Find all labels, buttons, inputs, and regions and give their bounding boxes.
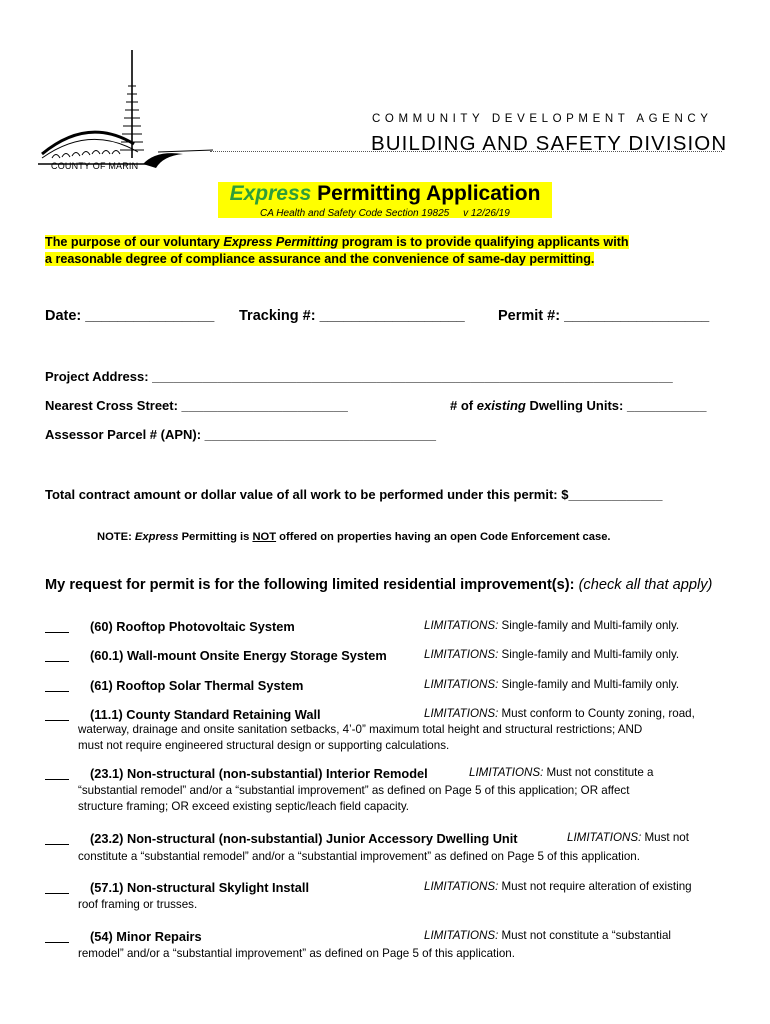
item-limitations: LIMITATIONS: Must not constitute a “substantial <box>424 929 672 942</box>
item-limitations: LIMITATIONS: Must conform to County zoning, road, <box>424 707 695 720</box>
item-limitations: LIMITATIONS: Single-family and Multi-family only. <box>424 648 680 661</box>
dwelling-prefix: # of <box>450 398 477 413</box>
civic-center-logo-icon <box>38 46 213 176</box>
item-limitations: LIMITATIONS: Single-family and Multi-family only. <box>424 619 680 632</box>
note <box>97 531 611 543</box>
date-field[interactable]: Date: ________________ <box>45 308 215 324</box>
header-divider <box>210 151 722 152</box>
county-label: COUNTY OF MARIN <box>51 161 139 171</box>
item-limitations: LIMITATIONS: Must not require alteration of existing <box>424 880 692 893</box>
item-checkbox[interactable] <box>45 619 69 633</box>
note-mid: Permitting is <box>178 531 253 543</box>
dwelling-suffix: Dwelling Units: ___________ <box>525 398 707 413</box>
purpose-text-1: The purpose of our voluntary <box>45 235 224 249</box>
item-limitations-continued: roof framing or trusses. <box>78 898 198 911</box>
purpose-line-2: a reasonable degree of compliance assurance and the convenience of same-day permitting. <box>45 252 595 266</box>
request-heading <box>45 577 712 593</box>
item-checkbox[interactable] <box>45 929 69 943</box>
title-express: Express <box>229 182 312 205</box>
division-name: BUILDING AND SAFETY DIVISION <box>371 132 728 155</box>
request-hint: (check all that apply) <box>578 577 713 593</box>
purpose-express: Express Permitting <box>223 235 339 249</box>
item-checkbox[interactable] <box>45 648 69 662</box>
apn-field[interactable]: Assessor Parcel # (APN): ________________________________ <box>45 427 437 442</box>
purpose-text-2: program is to provide qualifying applicants with <box>338 235 629 249</box>
item-name: (54) Minor Repairs <box>90 929 202 944</box>
dwelling-units-field[interactable] <box>450 398 707 413</box>
purpose-statement <box>45 234 705 268</box>
note-suffix: offered on properties having an open Code Enforcement case. <box>276 531 611 543</box>
item-name: (11.1) County Standard Retaining Wall <box>90 707 321 722</box>
item-checkbox[interactable] <box>45 766 69 780</box>
item-limitations-continued: waterway, drainage and onsite sanitation setbacks, 4’-0” maximum total height and structural restrictions; AND must not require engineered structural design or supporting calculations. <box>78 723 643 752</box>
item-checkbox[interactable] <box>45 831 69 845</box>
item-limitations-continued: remodel” and/or a “substantial improvement” as defined on Page 5 of this application. <box>78 947 515 960</box>
item-name: (61) Rooftop Solar Thermal System <box>90 678 304 693</box>
item-limitations: LIMITATIONS: Single-family and Multi-family only. <box>424 678 680 691</box>
request-heading-text: My request for permit is for the following limited residential improvement(s): <box>45 577 579 593</box>
item-name: (57.1) Non-structural Skylight Install <box>90 880 310 895</box>
item-name: (60) Rooftop Photovoltaic System <box>90 619 295 634</box>
contract-amount-field[interactable]: Total contract amount or dollar value of all work to be performed under this permit: $_____________ <box>45 487 663 502</box>
item-checkbox[interactable] <box>45 707 69 721</box>
note-prefix: NOTE: <box>97 531 135 543</box>
item-checkbox[interactable] <box>45 880 69 894</box>
item-name: (60.1) Wall-mount Onsite Energy Storage System <box>90 648 387 663</box>
item-name: (23.1) Non-structural (non-substantial) Interior Remodel <box>90 766 428 781</box>
cross-street-field[interactable]: Nearest Cross Street: _______________________ <box>45 398 348 413</box>
county-of-marin-logo <box>38 46 213 181</box>
title-rest: Permitting Application <box>311 182 541 205</box>
note-express: Express <box>134 531 179 543</box>
item-limitations-continued: constitute a “substantial remodel” and/or a “substantial improvement” as defined on Page 5 of this application. <box>78 850 640 863</box>
item-name: (23.2) Non-structural (non-substantial) Junior Accessory Dwelling Unit <box>90 831 518 846</box>
dwelling-existing: existing <box>476 398 526 413</box>
item-checkbox[interactable] <box>45 678 69 692</box>
item-limitations: LIMITATIONS: Must not <box>567 831 689 844</box>
item-limitations-continued: “substantial remodel” and/or a “substantial improvement” as defined on Page 5 of this application; OR affect structure framing; OR exceed existing septic/leach field capacity. <box>78 784 630 813</box>
agency-name: COMMUNITY DEVELOPMENT AGENCY <box>372 113 713 125</box>
page-subtitle: CA Health and Safety Code Section 19825 v 12/26/19 <box>260 208 510 219</box>
project-address-field[interactable]: Project Address: ________________________________________________________________________ <box>45 369 673 384</box>
permit-field[interactable]: Permit #: __________________ <box>498 308 710 324</box>
tracking-field[interactable]: Tracking #: __________________ <box>239 308 465 324</box>
item-limitations: LIMITATIONS: Must not constitute a <box>469 766 654 779</box>
note-not: NOT <box>252 531 277 543</box>
page-title <box>218 182 552 206</box>
